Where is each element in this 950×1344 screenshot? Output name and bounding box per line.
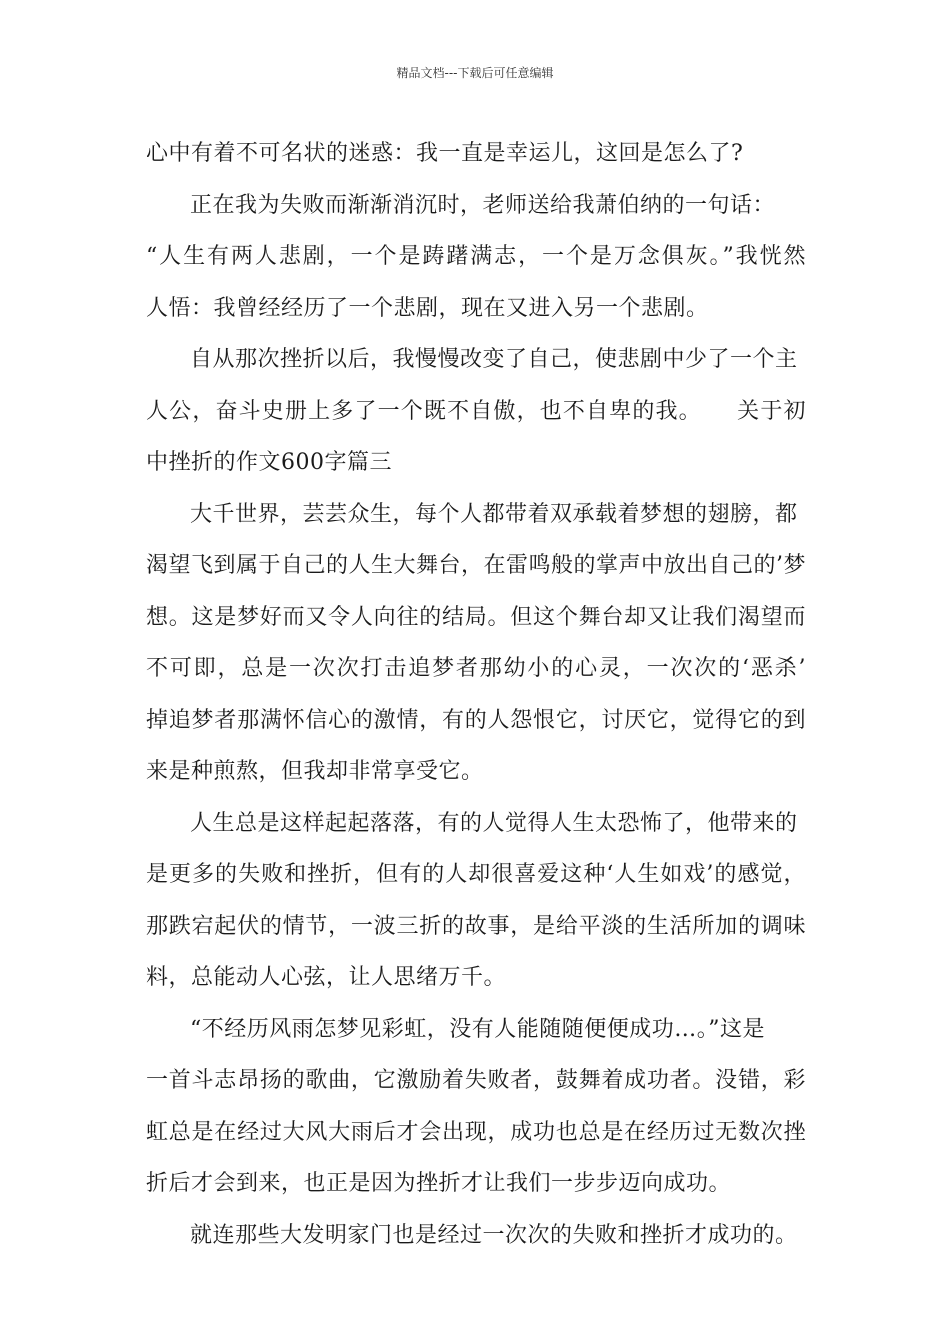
text-line: 自从那次挫折以后，我慢慢改变了自己，使悲剧中少了一个主 — [190, 347, 798, 372]
text-line: 想。这是梦好而又令人向往的结局。但这个舞台却又让我们渴望而 — [146, 604, 806, 630]
text-line: 料，总能动人心弦，让人思绪万千。 — [146, 965, 507, 990]
text-line: 中挫折的作文600字篇三 — [146, 450, 392, 475]
text-line: 掉追梦者那满怀信心的激情，有的人怨恨它，讨厌它，觉得它的到 — [146, 707, 806, 733]
text-line: “不经历风雨怎梦见彩虹，没有人能随随便便成功…。”这是 — [190, 1016, 765, 1042]
text-line: “人生有两人悲剧，一个是踌躇满志，一个是万念俱灰。”我恍然 — [146, 244, 806, 269]
document-body — [146, 128, 806, 1261]
text-line: 折后才会到来，也正是因为挫折才让我们一步步迈向成功。 — [146, 1171, 732, 1196]
text-line: 就连那些大发明家门也是经过一次次的失败和挫折才成功的。 — [190, 1222, 798, 1248]
text-line: 正在我为失败而渐渐消沉时，老师送给我萧伯纳的一句话： — [190, 192, 776, 218]
text-line: 人公，奋斗史册上多了一个既不自傲，也不自卑的我。 关于初 — [146, 398, 806, 424]
text-line: 人生总是这样起起落落，有的人觉得人生太恐怖了，他带来的 — [190, 810, 798, 836]
text-line: 不可即，总是一次次打击追梦者那幼小的心灵，一次次的‘恶杀’ — [146, 656, 806, 681]
text-line: 一首斗志昂扬的歌曲，它激励着失败者，鼓舞着成功者。没错，彩 — [146, 1068, 806, 1093]
text-line: 渴望飞到属于自己的人生大舞台，在雷鸣般的掌声中放出自己的’梦 — [146, 553, 806, 578]
text-line: 人悟：我曾经经历了一个悲剧，现在又进入另一个悲剧。 — [146, 295, 709, 321]
page-header: 精品文档---下载后可任意编辑 — [396, 66, 554, 80]
text-line: 是更多的失败和挫折，但有的人却很喜爱这种‘人生如戏’的感觉， — [146, 862, 806, 887]
text-line: 那跌宕起伏的情节，一波三折的故事，是给平淡的生活所加的调味 — [146, 913, 806, 939]
text-line: 心中有着不可名状的迷惑：我一直是幸运儿，这回是怎么了? — [146, 141, 744, 166]
text-line: 大千世界，芸芸众生，每个人都带着双承载着梦想的翅膀，都 — [190, 501, 798, 527]
text-line: 虹总是在经过大风大雨后才会出现，成功也总是在经历过无数次挫 — [146, 1119, 806, 1145]
text-line: 来是种煎熬，但我却非常享受它。 — [146, 759, 484, 784]
